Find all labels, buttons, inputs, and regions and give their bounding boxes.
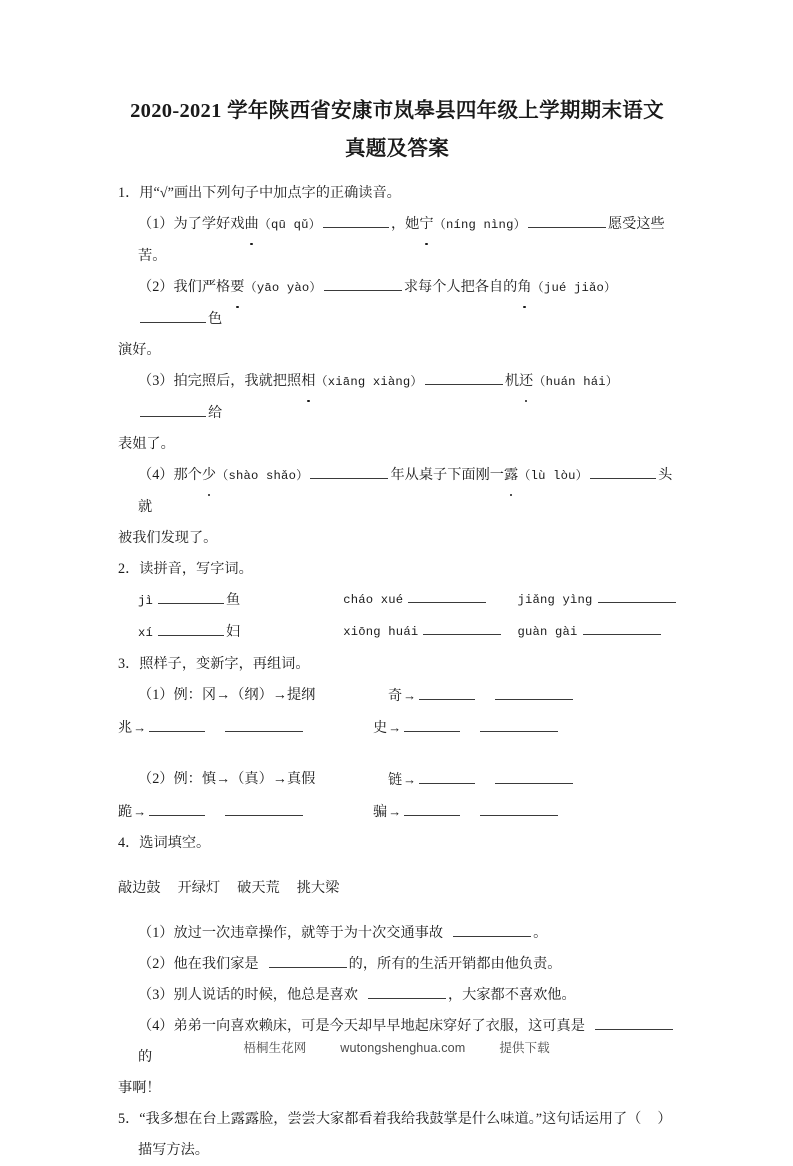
question-3-group-1-row-1 bbox=[112, 680, 682, 712]
question-1-part-2-cont: 演好。 bbox=[118, 342, 161, 358]
answer-blank[interactable] bbox=[269, 953, 347, 968]
base-char: 骗 bbox=[373, 804, 388, 820]
word-bank-item: 破天荒 bbox=[237, 880, 280, 897]
pinyin-choice: （shào shǎo） bbox=[216, 469, 309, 483]
question-2-number: 2． bbox=[118, 561, 140, 577]
base-char: 奇 bbox=[387, 688, 403, 704]
question-4-word-bank bbox=[112, 873, 682, 904]
title-line-2: 真题及答案 bbox=[345, 138, 449, 160]
pinyin-choice: （níng nìng） bbox=[433, 218, 526, 232]
part-text-segment: 年从桌子下面刚一 bbox=[390, 467, 504, 483]
answer-blank[interactable] bbox=[225, 801, 303, 816]
question-2 bbox=[112, 554, 682, 649]
question-1-stem bbox=[112, 178, 682, 209]
answer-blank[interactable] bbox=[583, 620, 661, 635]
part-text-after: 的，所有的生活开销都由他负责。 bbox=[348, 956, 562, 973]
part-text-segment: ，她 bbox=[390, 216, 420, 232]
part-text-before: 他在我们家是 bbox=[173, 956, 259, 973]
question-3-group-2-row-2 bbox=[112, 796, 682, 828]
answer-blank[interactable] bbox=[495, 769, 573, 784]
question-5-stem-text: “我多想在台上露露脸，尝尝大家都看着我给我鼓掌是什么味道。”这句话运用了（ bbox=[139, 1111, 642, 1128]
question-1-part-3 bbox=[112, 366, 682, 429]
question-4-part-3 bbox=[112, 980, 682, 1011]
question-1-part-4 bbox=[112, 460, 682, 523]
pinyin-prompt: xiōng huái bbox=[343, 625, 419, 639]
part-label: （3） bbox=[138, 373, 174, 389]
answer-blank[interactable] bbox=[595, 1015, 673, 1030]
part-label: （2） bbox=[138, 956, 174, 973]
word-bank-item: 挑大梁 bbox=[296, 880, 340, 897]
answer-blank[interactable] bbox=[140, 402, 206, 417]
page-title bbox=[112, 92, 682, 168]
part-label: （4） bbox=[138, 1018, 174, 1035]
question-4-number: 4． bbox=[118, 835, 140, 851]
part-label: （4） bbox=[138, 467, 174, 483]
transform-item bbox=[112, 712, 373, 744]
question-5-stem bbox=[112, 1104, 682, 1135]
transform-item bbox=[388, 764, 682, 796]
dotted-char: 还 bbox=[519, 366, 533, 397]
answer-blank[interactable] bbox=[404, 717, 460, 732]
footer-note: 提供下载 bbox=[499, 1041, 550, 1055]
dotted-char: 相 bbox=[301, 366, 315, 397]
pinyin-write-cell bbox=[138, 585, 343, 617]
pinyin-prompt: xí bbox=[138, 626, 154, 640]
question-4-stem bbox=[112, 828, 682, 859]
answer-blank[interactable] bbox=[158, 589, 224, 604]
question-3 bbox=[112, 649, 682, 828]
answer-blank[interactable] bbox=[368, 984, 446, 999]
dotted-char: 要 bbox=[230, 272, 244, 303]
answer-blank[interactable] bbox=[453, 922, 531, 937]
answer-blank[interactable] bbox=[419, 685, 475, 700]
transform-item bbox=[373, 712, 673, 744]
question-2-stem bbox=[112, 554, 682, 585]
footer-url[interactable]: wutongshenghua.com bbox=[340, 1041, 466, 1055]
pinyin-prompt: guàn gài bbox=[517, 625, 578, 639]
question-1 bbox=[112, 178, 682, 554]
page-footer bbox=[0, 1037, 793, 1056]
question-2-stem-text: 读拼音，写字词。 bbox=[139, 561, 253, 577]
pinyin-prompt: jì bbox=[138, 594, 154, 608]
question-3-stem bbox=[112, 649, 682, 680]
word-bank-item: 敲边鼓 bbox=[118, 880, 161, 897]
part-text-after: ，大家都不喜欢他。 bbox=[447, 987, 576, 1004]
pinyin-choice: （qū qǔ） bbox=[258, 218, 321, 232]
answer-blank[interactable] bbox=[158, 621, 224, 636]
transform-item bbox=[112, 796, 373, 828]
arrow-icon: → bbox=[388, 804, 402, 819]
question-4-part-2 bbox=[112, 949, 682, 980]
question-3-group-1-row-2 bbox=[112, 712, 682, 744]
dotted-char: 露 bbox=[504, 460, 518, 491]
answer-blank[interactable] bbox=[423, 620, 501, 635]
answer-blank[interactable] bbox=[590, 464, 656, 479]
answer-blank[interactable] bbox=[419, 769, 475, 784]
question-1-part-2 bbox=[112, 272, 682, 335]
pinyin-prompt: jiǎng yìng bbox=[517, 593, 593, 607]
dotted-char: 角 bbox=[517, 272, 531, 303]
question-3-group-2-row-1 bbox=[112, 764, 682, 796]
question-2-row bbox=[138, 617, 682, 649]
answer-blank[interactable] bbox=[480, 717, 558, 732]
question-2-row bbox=[138, 585, 682, 617]
question-2-grid bbox=[112, 585, 682, 649]
pinyin-choice: （jué jiǎo） bbox=[531, 281, 617, 295]
question-4 bbox=[112, 828, 682, 1104]
answer-blank[interactable] bbox=[310, 464, 388, 479]
question-5-cont: 描写方法。 bbox=[138, 1142, 209, 1159]
dotted-char: 曲 bbox=[244, 209, 258, 240]
answer-blank[interactable] bbox=[404, 801, 460, 816]
question-5-number: 5． bbox=[118, 1111, 140, 1128]
part-label: （1） bbox=[138, 925, 174, 942]
answer-blank[interactable] bbox=[323, 213, 389, 228]
base-char: 链 bbox=[387, 772, 403, 788]
cell-tail-char: 妇 bbox=[226, 624, 241, 640]
part-label: （3） bbox=[138, 987, 174, 1004]
question-4-stem-text: 选词填空。 bbox=[139, 835, 211, 851]
pinyin-write-cell bbox=[343, 585, 517, 617]
part-text-segment: 机 bbox=[504, 373, 520, 389]
example-text: （1）例：冈→（纲）→提纲 bbox=[138, 687, 316, 703]
pinyin-prompt: cháo xué bbox=[343, 593, 404, 607]
pinyin-write-cell bbox=[517, 585, 682, 617]
part-text-segment: 我们严格 bbox=[173, 279, 231, 295]
base-char: 兆 bbox=[118, 720, 133, 736]
question-5 bbox=[112, 1104, 682, 1166]
base-char: 史 bbox=[373, 720, 388, 736]
answer-blank[interactable] bbox=[425, 370, 503, 385]
answer-blank[interactable] bbox=[149, 801, 205, 816]
pinyin-write-cell bbox=[343, 617, 517, 649]
part-text-segment: 愿受这些苦。 bbox=[138, 216, 665, 264]
part-text-segment: 拍完照后，我就把照 bbox=[173, 373, 302, 389]
spacer bbox=[112, 744, 682, 764]
part-label: （2） bbox=[138, 279, 174, 295]
transform-item bbox=[373, 796, 673, 828]
footer-site-name: 梧桐生花网 bbox=[243, 1041, 307, 1055]
base-char: 跪 bbox=[118, 804, 133, 820]
part-text-segment: 给 bbox=[208, 405, 223, 421]
question-4-part-4-cont: 事啊！ bbox=[118, 1080, 161, 1097]
question-3-number: 3． bbox=[118, 656, 140, 672]
part-text-segment: 求每个人把各自的 bbox=[403, 279, 518, 295]
part-text-segment: 头就 bbox=[138, 467, 673, 515]
question-1-part-3-cont: 表姐了。 bbox=[118, 436, 175, 452]
transform-item bbox=[388, 680, 682, 712]
answer-blank[interactable] bbox=[324, 276, 402, 291]
question-1-part-4-cont: 被我们发现了。 bbox=[118, 530, 218, 546]
part-text-segment: 为了学好戏 bbox=[173, 216, 245, 232]
pinyin-choice: （lù lòu） bbox=[518, 469, 589, 483]
question-1-number: 1． bbox=[118, 185, 140, 201]
question-1-part-1 bbox=[112, 209, 682, 272]
answer-blank[interactable] bbox=[495, 685, 573, 700]
question-4-part-1 bbox=[112, 918, 682, 949]
document-content bbox=[112, 92, 682, 1166]
arrow-icon: → bbox=[388, 720, 402, 735]
answer-blank[interactable] bbox=[140, 308, 206, 323]
part-text-after: 。 bbox=[533, 925, 548, 942]
answer-blank[interactable] bbox=[225, 717, 303, 732]
pinyin-choice: （yāo yào） bbox=[244, 281, 322, 295]
pinyin-write-cell bbox=[138, 617, 343, 649]
dotted-char: 少 bbox=[202, 460, 216, 491]
part-text-before: 弟弟一向喜欢赖床，可是今天却早早地起床穿好了衣服，这可真是 bbox=[173, 1018, 585, 1035]
answer-blank[interactable] bbox=[528, 213, 606, 228]
arrow-icon: → bbox=[133, 720, 147, 735]
arrow-icon: → bbox=[403, 688, 417, 703]
answer-blank[interactable] bbox=[598, 588, 676, 603]
part-text-before: 别人说话的时候，他总是喜欢 bbox=[173, 987, 358, 1004]
answer-blank[interactable] bbox=[480, 801, 558, 816]
part-text-segment: 色 bbox=[208, 311, 223, 327]
word-bank-item: 开绿灯 bbox=[177, 880, 221, 897]
paren-close: ） bbox=[657, 1111, 672, 1128]
part-text-segment: 那个 bbox=[173, 467, 202, 483]
part-text-after: 的 bbox=[138, 1049, 153, 1066]
part-text-before: 放过一次违章操作，就等于为十次交通事故 bbox=[173, 925, 444, 942]
pinyin-choice: （huán hái） bbox=[533, 375, 619, 389]
dotted-char: 宁 bbox=[419, 209, 433, 240]
example-text: （2）例：慎→（真）→真假 bbox=[138, 771, 316, 787]
question-1-stem-text: 用“√”画出下列句子中加点字的正确读音。 bbox=[139, 185, 401, 201]
arrow-icon: → bbox=[133, 804, 147, 819]
answer-blank[interactable] bbox=[408, 588, 486, 603]
pinyin-write-cell bbox=[517, 617, 682, 649]
question-3-stem-text: 照样子，变新字，再组词。 bbox=[139, 656, 310, 672]
title-line-1: 2020-2021 学年陕西省安康市岚皋县四年级上学期期末语文 bbox=[130, 100, 664, 122]
answer-blank[interactable] bbox=[149, 717, 205, 732]
arrow-icon: → bbox=[403, 772, 417, 787]
pinyin-choice: （xiāng xiàng） bbox=[315, 375, 423, 389]
part-label: （1） bbox=[138, 216, 174, 232]
cell-tail-char: 鱼 bbox=[226, 592, 241, 608]
